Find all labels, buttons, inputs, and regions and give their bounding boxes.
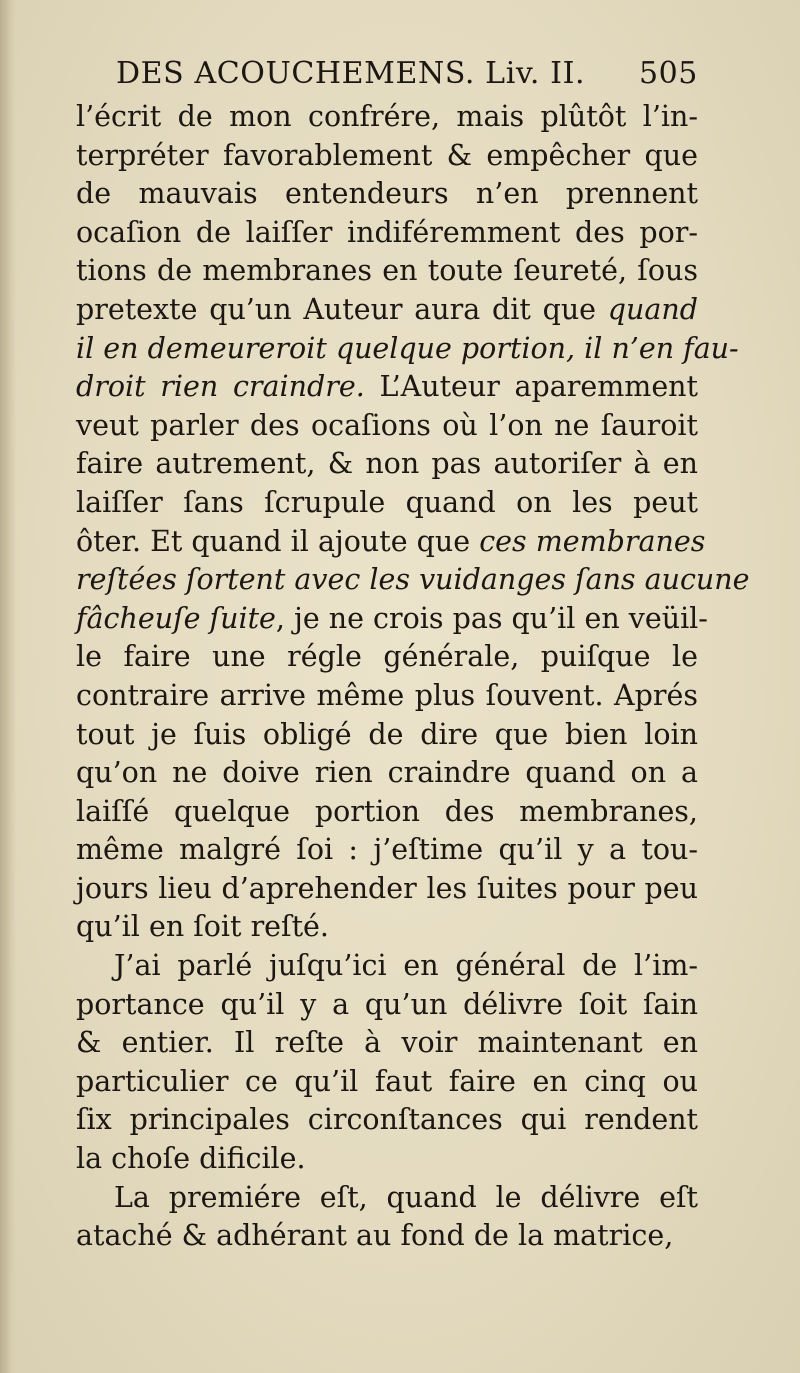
text-line: [76, 1101, 698, 1140]
line-text: J’ai parlé juſqu’ici en général de l’im-: [114, 949, 698, 983]
line-text: la choſe dificile.: [76, 1142, 306, 1176]
text-line: [76, 484, 698, 523]
text-line: [76, 716, 698, 755]
line-text: particulier ce qu’il faut faire en cinq ou: [76, 1064, 698, 1098]
line-text: tions de membranes en toute ſeureté, ſous: [76, 254, 698, 288]
line-text: faire autrement, & non pas autoriſer à en: [76, 447, 698, 481]
text-line: [76, 908, 698, 947]
text-line: [76, 677, 698, 716]
text-line: [76, 445, 698, 484]
italic-text: droit rien craindre.: [76, 370, 365, 404]
line-text: ſix principales circonſtances qui rendent: [76, 1103, 698, 1137]
line-text: portance qu’il y a qu’un délivre ſoit ſain: [76, 987, 698, 1021]
text-line: [76, 214, 698, 253]
line-text: pretexte qu’un Auteur aura dit que: [76, 292, 608, 326]
text-line: [76, 754, 698, 793]
text-line: [76, 407, 698, 446]
text-line: [76, 831, 698, 870]
text-line: [76, 1063, 698, 1102]
line-text: contraire arrive même plus ſouvent. Aprés: [76, 678, 698, 712]
line-text: L’Auteur aparemment: [364, 370, 698, 404]
text-line: [76, 638, 698, 677]
line-text: l’écrit de mon confrére, mais plûtôt l’in-: [76, 100, 698, 133]
text-line: [76, 870, 698, 909]
text-line: [76, 1024, 698, 1063]
line-text: le faire une régle générale, puiſque le: [76, 640, 698, 674]
text-line: [76, 986, 698, 1025]
line-text: tout je ſuis obligé de dire que bien loin: [76, 717, 698, 751]
running-head: DES ACOUCHEMENS. Liv. II.: [116, 56, 586, 91]
line-text: même malgré ſoi : j’eſtime qu’il y a tou-: [76, 833, 698, 867]
italic-text: fâcheuſe ſuite: [76, 601, 276, 635]
line-text: de mauvais entendeurs n’en prennent: [76, 177, 698, 211]
page-header: [76, 54, 698, 98]
text-line: [76, 1217, 698, 1256]
text-line: [76, 793, 698, 832]
line-text: terpréter favorablement & empêcher que: [76, 138, 698, 172]
line-text: La premiére eſt, quand le délivre eſt: [114, 1180, 698, 1214]
line-text: ôter. Et quand il ajoute que: [76, 524, 480, 558]
text-line: [76, 523, 706, 562]
line-text: veut parler des ocaſions où l’on ne ſauroit: [76, 408, 698, 442]
text-line: [76, 600, 708, 639]
text-line: [76, 98, 698, 137]
line-text: jours lieu d’aprehender les ſuites pour peu: [76, 871, 698, 905]
italic-text: ces membranes: [479, 524, 706, 558]
line-text: ocaſion de laiſſer indiféremment des por-: [76, 215, 698, 249]
line-text: ataché & adhérant au fond de la matrice,: [76, 1219, 674, 1253]
line-text: qu’il en ſoit reſté.: [76, 910, 329, 944]
text-line: [76, 175, 698, 214]
italic-text: quand: [607, 292, 698, 326]
text-line: [76, 330, 739, 369]
line-text: & entier. Il reſte à voir maintenant en: [76, 1026, 698, 1060]
page-binding-edge: [0, 0, 16, 1373]
line-text: laiſſer ſans ſcrupule quand on les peut: [76, 485, 698, 519]
text-line: [76, 252, 698, 291]
text-line: [76, 947, 698, 986]
text-line: [76, 1179, 698, 1218]
line-text: qu’on ne doive rien craindre quand on a: [76, 756, 698, 790]
text-line: [76, 1140, 698, 1179]
text-line: [76, 561, 750, 600]
page-number: 505: [638, 56, 698, 91]
italic-text: reſtées ſortent avec les vuidanges ſans aucune: [76, 563, 750, 597]
text-line: [76, 291, 698, 330]
page-text: [76, 54, 750, 1256]
body-text: [76, 98, 750, 1256]
italic-text: il en demeureroit quelque portion, il n’en fau-: [76, 331, 739, 365]
text-line: [76, 368, 698, 407]
text-line: [76, 137, 698, 176]
line-text: , je ne crois pas qu’il en veüil-: [275, 601, 708, 635]
line-text: laiſſé quelque portion des membranes,: [76, 794, 698, 828]
